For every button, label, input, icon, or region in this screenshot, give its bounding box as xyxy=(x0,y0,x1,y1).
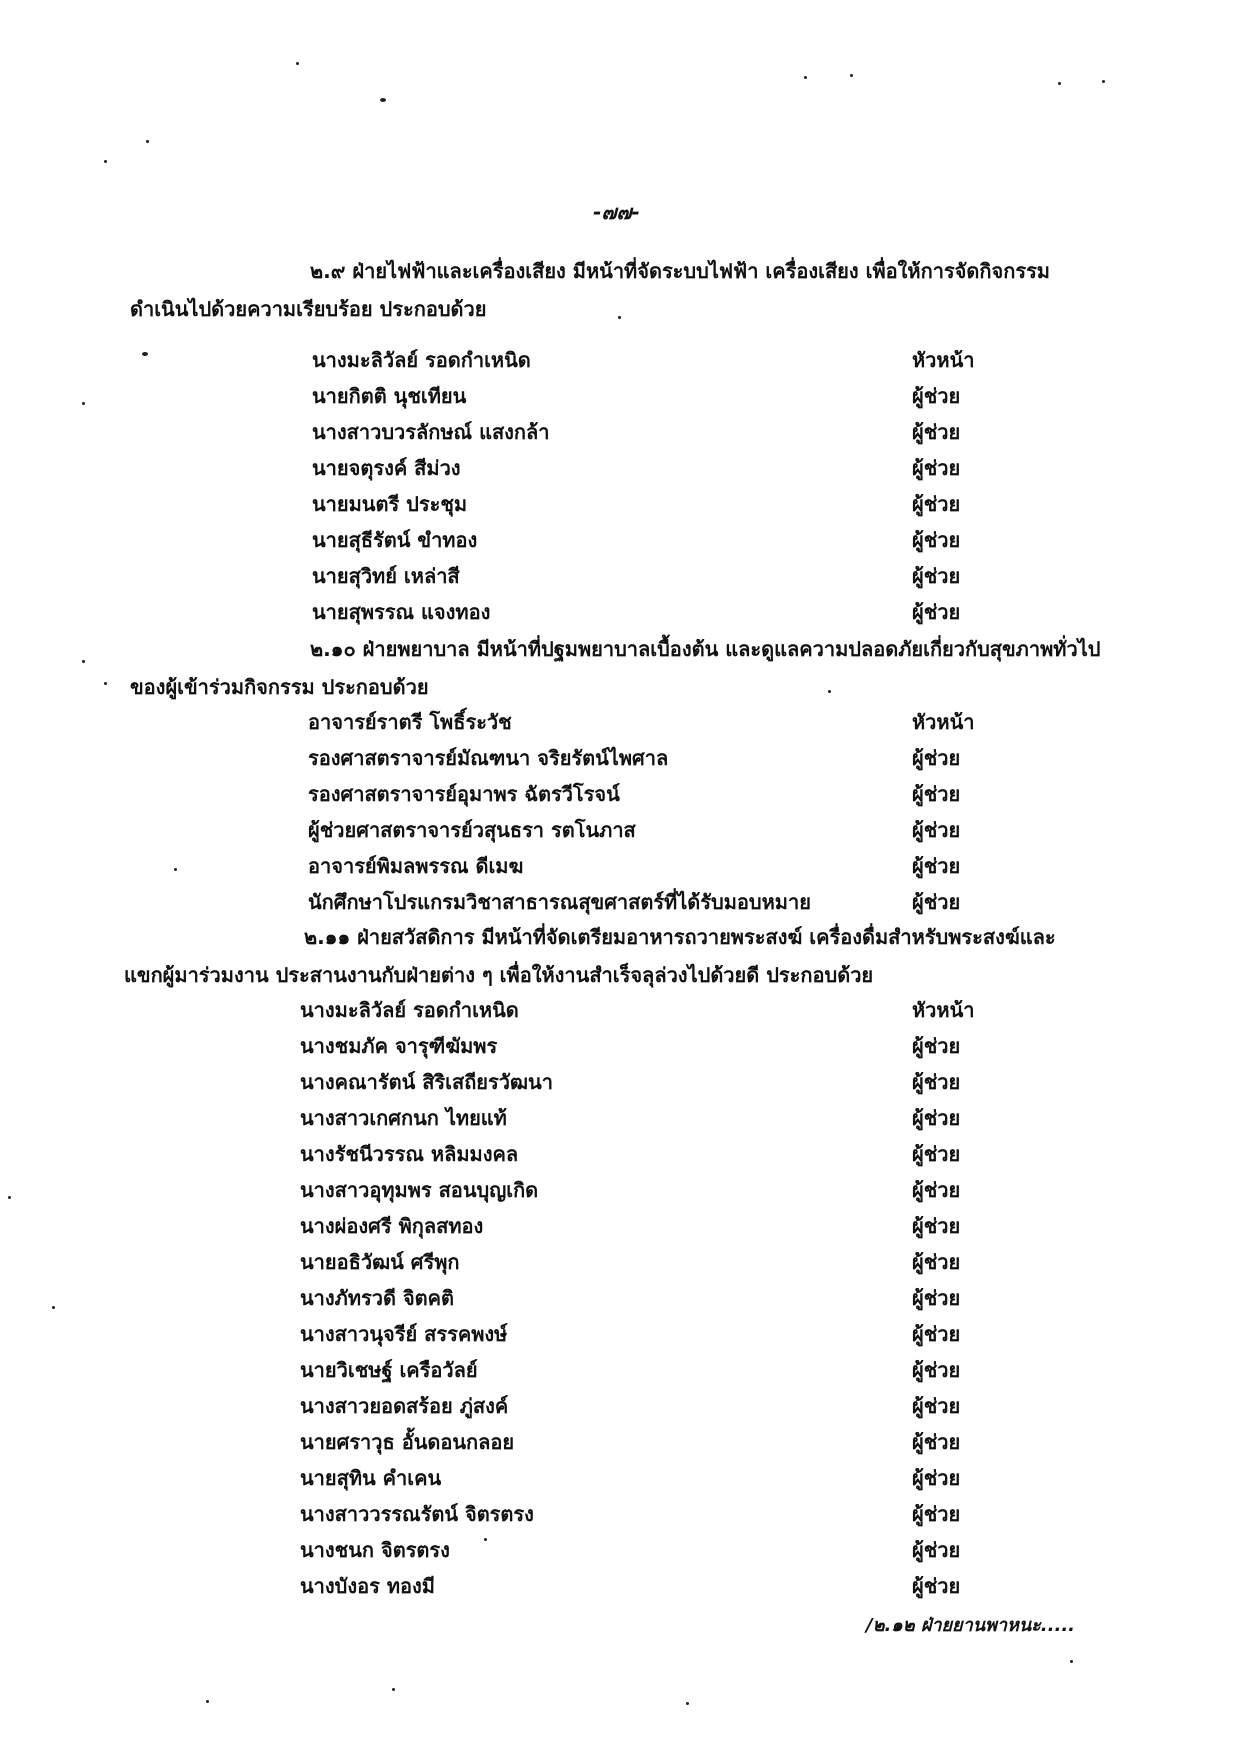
member-name: นางชนก จิตรตรง xyxy=(300,1538,450,1562)
scan-speck xyxy=(146,140,149,143)
member-name: นางสาววรรณรัตน์ จิตรตรง xyxy=(300,1502,534,1526)
member-role: ผู้ช่วย xyxy=(912,1358,961,1382)
member-name: นายสุวิทย์ เหล่าสี xyxy=(312,564,460,588)
member-role: ผู้ช่วย xyxy=(912,1538,961,1562)
member-name: นางชมภัค จารุฑีฆัมพร xyxy=(300,1034,498,1058)
member-row xyxy=(0,596,1233,630)
member-name: อาจารย์พิมลพรรณ ดีเมฆ xyxy=(308,854,524,878)
member-role: ผู้ช่วย xyxy=(912,1430,961,1454)
member-role: ผู้ช่วย xyxy=(912,890,961,914)
member-row xyxy=(0,850,1233,884)
member-name: นายศราวุธ อั้นดอนกลอย xyxy=(300,1430,515,1454)
scan-speck xyxy=(804,76,807,79)
scan-speck xyxy=(1058,82,1061,85)
member-role: ผู้ช่วย xyxy=(912,1034,961,1058)
member-row xyxy=(0,1426,1233,1460)
member-role: ผู้ช่วย xyxy=(912,1322,961,1346)
member-role: ผู้ช่วย xyxy=(912,1574,961,1598)
member-role: ผู้ช่วย xyxy=(912,1142,961,1166)
scan-speck xyxy=(104,682,107,685)
member-name: นายสุพรรณ แจงทอง xyxy=(312,600,491,624)
member-name: นางสาวเกศกนก ไทยแท้ xyxy=(300,1106,507,1130)
member-row xyxy=(0,1102,1233,1136)
member-name: นางบังอร ทองมี xyxy=(300,1574,435,1598)
member-name: นางมะลิวัลย์ รอดกำเหนิด xyxy=(300,998,519,1022)
member-row xyxy=(0,416,1233,450)
member-role: ผู้ช่วย xyxy=(912,1250,961,1274)
member-row xyxy=(0,1282,1233,1316)
member-name: นายสุทิน คำเคน xyxy=(300,1466,442,1490)
member-name: รองศาสตราจารย์มัณฑนา จริยรัตน์ไพศาล xyxy=(308,746,669,770)
member-row xyxy=(0,1246,1233,1280)
member-row xyxy=(0,1138,1233,1172)
member-name: นางรัชนีวรรณ หลิมมงคล xyxy=(300,1142,519,1166)
member-name: นักศึกษาโปรแกรมวิชาสาธารณสุขศาสตร์ที่ได้รับมอบหมาย xyxy=(308,890,811,914)
scan-speck xyxy=(850,74,853,77)
member-role: ผู้ช่วย xyxy=(912,420,961,444)
member-role: ผู้ช่วย xyxy=(912,1286,961,1310)
member-role: ผู้ช่วย xyxy=(912,456,961,480)
member-name: นายอธิวัฒน์ ศรีพุก xyxy=(300,1250,460,1274)
member-role: ผู้ช่วย xyxy=(912,1214,961,1238)
member-row xyxy=(0,778,1233,812)
scan-speck xyxy=(82,660,85,663)
member-row xyxy=(0,1066,1233,1100)
member-role: ผู้ช่วย xyxy=(912,746,961,770)
scan-speck xyxy=(206,1700,209,1703)
scan-speck xyxy=(296,62,299,65)
member-row xyxy=(0,1174,1233,1208)
member-row xyxy=(0,380,1233,414)
page-number: -๗๗- xyxy=(593,200,640,224)
member-row xyxy=(0,1318,1233,1352)
member-row xyxy=(0,1498,1233,1532)
member-name: นางคณารัตน์ สิริเสถียรวัฒนา xyxy=(300,1070,553,1094)
member-role: ผู้ช่วย xyxy=(912,600,961,624)
member-name: นายกิตติ นุชเทียน xyxy=(312,384,467,408)
member-row xyxy=(0,1570,1233,1604)
member-name: อาจารย์ราตรี โพธิ์ระวัช xyxy=(308,710,512,734)
member-row xyxy=(0,560,1233,594)
member-role: ผู้ช่วย xyxy=(912,1394,961,1418)
member-role: ผู้ช่วย xyxy=(912,1106,961,1130)
section-heading xyxy=(130,630,1120,706)
member-role: หัวหน้า xyxy=(912,710,975,734)
member-row xyxy=(0,1462,1233,1496)
member-role: ผู้ช่วย xyxy=(912,1502,961,1526)
member-row xyxy=(0,1534,1233,1568)
member-role: ผู้ช่วย xyxy=(912,1070,961,1094)
section-heading xyxy=(124,918,1114,994)
member-name: รองศาสตราจารย์อุมาพร ฉัตรวีโรจน์ xyxy=(308,782,620,806)
member-row xyxy=(0,1210,1233,1244)
scan-speck xyxy=(1102,80,1105,83)
member-row xyxy=(0,488,1233,522)
scan-speck xyxy=(104,160,107,163)
continuation-note: /๒.๑๒ ฝ่ายยานพาหนะ..... xyxy=(866,1615,1075,1636)
member-name: นายสุธีรัตน์ ขำทอง xyxy=(312,528,478,552)
member-name: ผู้ช่วยศาสตราจารย์วสุนธรา รตโนภาส xyxy=(308,818,636,842)
member-role: ผู้ช่วย xyxy=(912,854,961,878)
member-role: ผู้ช่วย xyxy=(912,492,961,516)
section-heading-line: ๒.๙ ฝ่ายไฟฟ้าและเครื่องเสียง มีหน้าที่จัดระบบไฟฟ้า เครื่องเสียง เพื่อให้การจัดกิจกรรม xyxy=(310,259,1050,283)
section-heading-line: ๒.๑๐ ฝ่ายพยาบาล มีหน้าที่ปฐมพยาบาลเบื้องต้น และดูแลความปลอดภัยเกี่ยวกับสุขภาพทั่วไป xyxy=(310,637,1101,661)
member-role: ผู้ช่วย xyxy=(912,384,961,408)
scan-speck xyxy=(686,1702,689,1705)
member-role: ผู้ช่วย xyxy=(912,782,961,806)
member-row xyxy=(0,1030,1233,1064)
member-role: หัวหน้า xyxy=(912,348,975,372)
scan-speck xyxy=(1070,1660,1073,1663)
member-row xyxy=(0,706,1233,740)
member-role: ผู้ช่วย xyxy=(912,1466,961,1490)
section-heading-line: ของผู้เข้าร่วมกิจกรรม ประกอบด้วย xyxy=(130,675,429,699)
scan-speck xyxy=(392,1688,395,1691)
member-name: นางสาวยอดสร้อย ภู่สงค์ xyxy=(300,1394,509,1418)
member-row xyxy=(0,344,1233,378)
member-name: นางภัทรวดี จิตคติ xyxy=(300,1286,455,1310)
member-name: นายมนตรี ประชุม xyxy=(312,492,468,516)
member-role: ผู้ช่วย xyxy=(912,1178,961,1202)
member-row xyxy=(0,452,1233,486)
member-name: นายวิเชษฐ์ เครือวัลย์ xyxy=(300,1358,478,1382)
member-name: นายจตุรงค์ สีม่วง xyxy=(312,456,461,480)
member-row xyxy=(0,742,1233,776)
section-heading-line: ๒.๑๑ ฝ่ายสวัสดิการ มีหน้าที่จัดเตรียมอาหารถวายพระสงฆ์ เครื่องดื่มสำหรับพระสงฆ์และ xyxy=(304,925,1056,949)
member-row xyxy=(0,886,1233,920)
member-role: หัวหน้า xyxy=(912,998,975,1022)
member-role: ผู้ช่วย xyxy=(912,528,961,552)
member-row xyxy=(0,524,1233,558)
member-row xyxy=(0,1390,1233,1424)
member-name: นางสาวบวรลักษณ์ แสงกล้า xyxy=(312,420,550,444)
section-heading-line: ดำเนินไปด้วยความเรียบร้อย ประกอบด้วย xyxy=(130,297,487,321)
member-row xyxy=(0,814,1233,848)
member-name: นางผ่องศรี พิกุลสทอง xyxy=(300,1214,484,1238)
member-role: ผู้ช่วย xyxy=(912,818,961,842)
section-heading-line: แขกผู้มาร่วมงาน ประสานงานกับฝ่ายต่าง ๆ เพื่อให้งานสำเร็จลุล่วงไปด้วยดี ประกอบด้วย xyxy=(124,963,874,987)
member-role: ผู้ช่วย xyxy=(912,564,961,588)
member-name: นางสาวนุจรีย์ สรรคพงษ์ xyxy=(300,1322,508,1346)
member-name: นางมะลิวัลย์ รอดกำเหนิด xyxy=(312,348,531,372)
member-name: นางสาวอุทุมพร สอนบุญเกิด xyxy=(300,1178,539,1202)
scan-speck xyxy=(380,98,386,102)
member-row xyxy=(0,1354,1233,1388)
section-heading xyxy=(130,252,1120,328)
member-row xyxy=(0,994,1233,1028)
